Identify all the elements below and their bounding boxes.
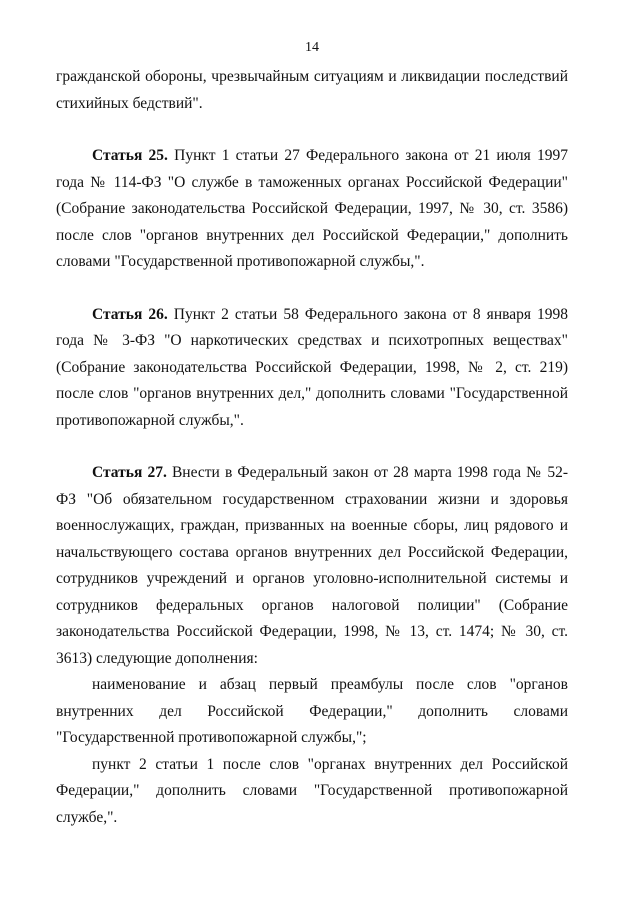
article-26-label: Статья 26. xyxy=(92,305,168,323)
article-26 xyxy=(56,302,568,435)
article-27-text: Внести в Федеральный закон от 28 марта 1998 года № 52-ФЗ "Об обязательном государственном страховании жизни и здоровья военнослужащих, граждан, призванных на военные сборы, лиц рядового и начальствующего состава органов внутренних дел Российской Федерации, сотрудников учреждений и органов уголовно-исполнительной системы и сотрудников федеральных органов налоговой полиции" (Собрание законодательства Российской Федерации, 1998, № 13, ст. 1474; № 30, ст. 3613) следующие дополнения: xyxy=(56,464,568,667)
page-number: 14 xyxy=(305,40,319,55)
paragraph-continuation: гражданской обороны, чрезвычайным ситуациям и ликвидации последствий стихийных бедствий". xyxy=(56,68,568,112)
article-27-item-1: наименование и абзац первый преамбулы после слов "органов внутренних дел Российской Федерации," дополнить словами "Государственной противопожарной службы,"; xyxy=(56,676,568,746)
article-27 xyxy=(56,460,568,672)
document-body xyxy=(56,64,568,831)
article-27-label: Статья 27. xyxy=(92,464,167,481)
article-27-item-2: пункт 2 статьи 1 после слов "органах внутренних дел Российской Федерации," дополнить словами "Государственной противопожарной службе,". xyxy=(56,755,568,826)
article-26-text: Пункт 2 статьи 58 Федерального закона от 8 января 1998 года № 3-ФЗ "О наркотических средствах и психотропных веществах" (Собрание законодательства Российской Федерации, 1998, № 2, ст. 219) после слов "органов внутренних дел," дополнить словами "Государственной противопожарной службы,". xyxy=(56,305,568,429)
article-25 xyxy=(56,143,568,276)
article-25-label: Статья 25. xyxy=(92,147,168,164)
article-25-text: Пункт 1 статьи 27 Федерального закона от 21 июля 1997 года № 114-ФЗ "О службе в таможенных органах Российской Федерации" (Собрание законодательства Российской Федерации, 1997, № 30, ст. 3586) после слов "органов внутренних дел Российской Федерации," дополнить словами "Государственной противопожарной службы,". xyxy=(56,147,568,270)
